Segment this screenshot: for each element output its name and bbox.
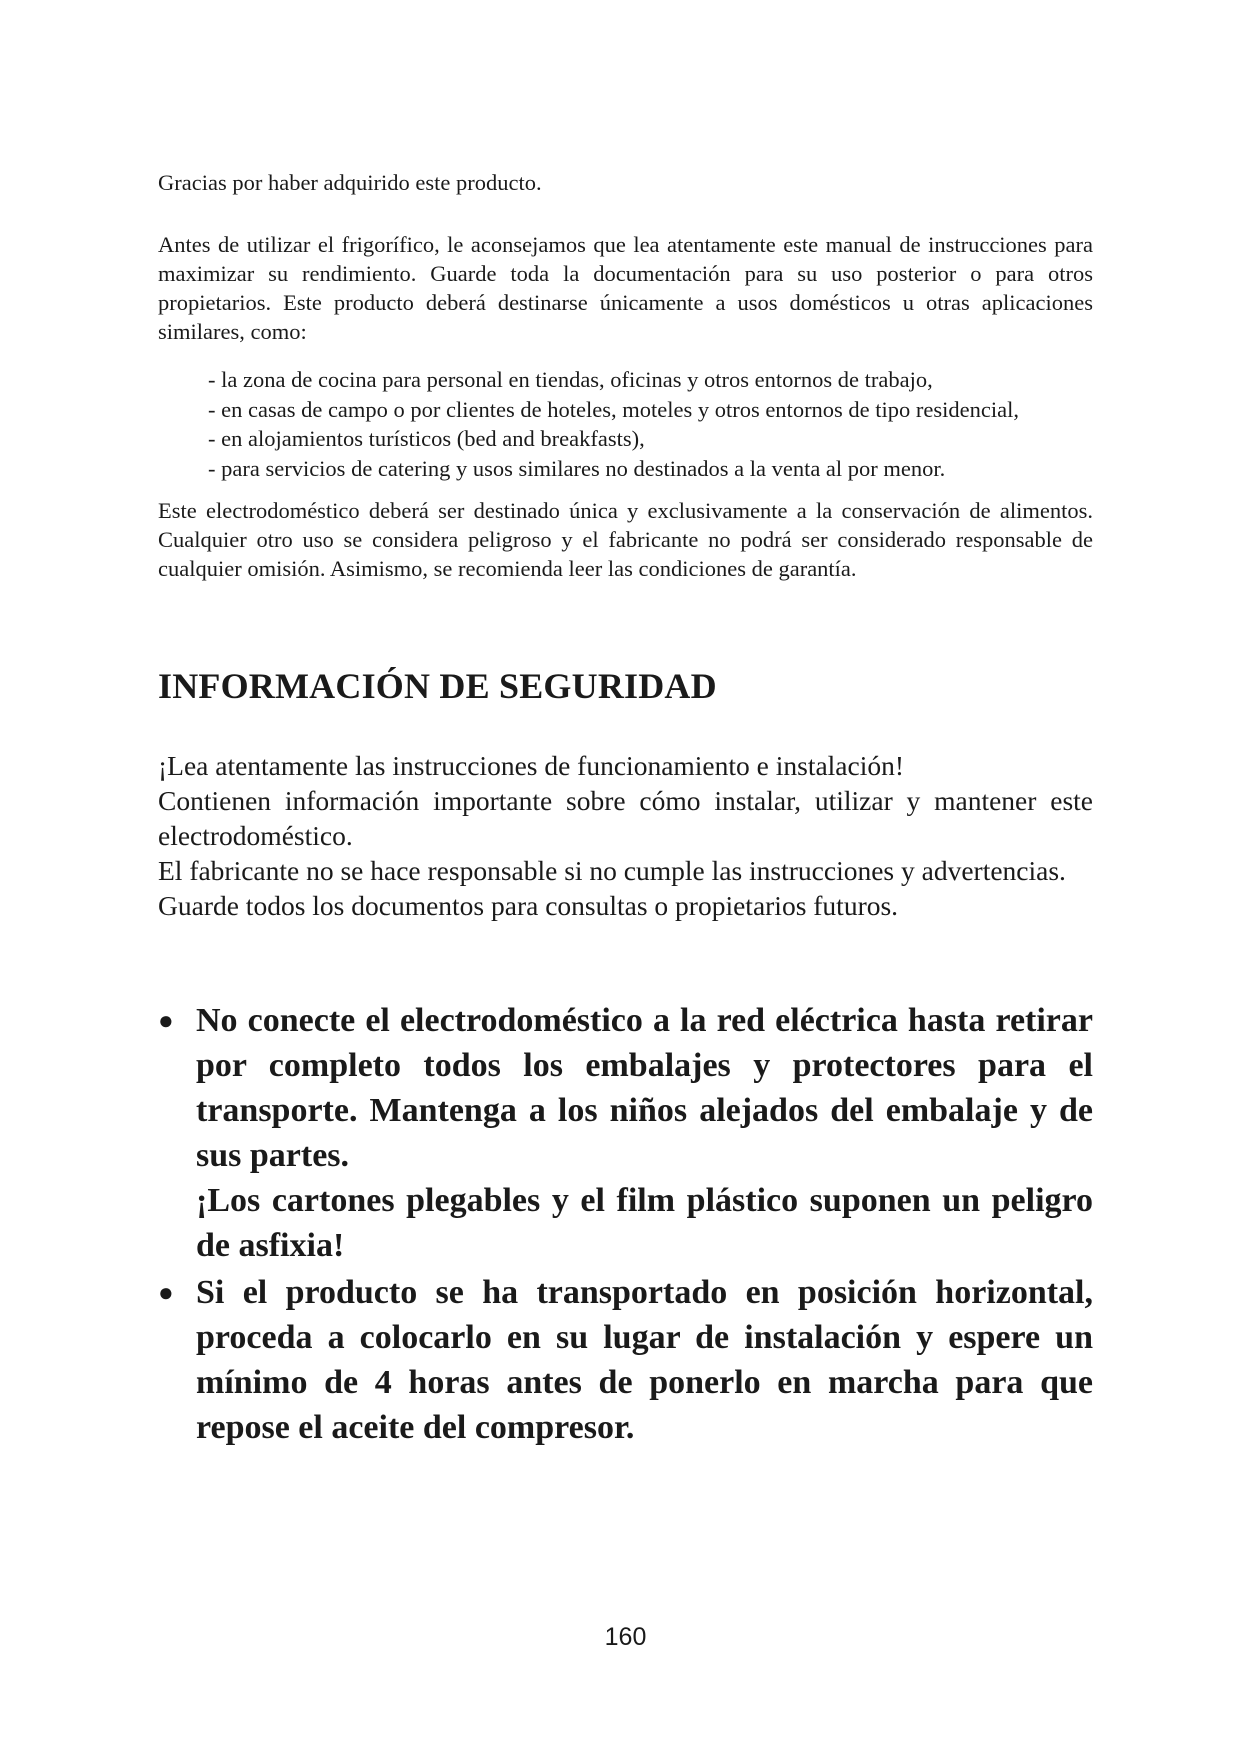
page-number: 160 [604,1623,647,1651]
bullet-icon: ● [158,1006,174,1035]
intro-thanks: Gracias por haber adquirido este producto. [158,170,542,195]
bullet-icon: ● [158,1278,174,1307]
list-item: - para servicios de catering y usos similares no destinados a la venta al por menor. [208,455,946,481]
warnings-list [158,998,1093,1452]
warning-text: No conecte el electrodoméstico a la red eléctrica hasta retirar por completo todos los embalajes y protectores para el transporte. Mantenga a los niños alejados del embalaje y de sus partes. [196,1002,1093,1174]
safety-intro [158,748,1093,923]
safety-intro-line: ¡Lea atentamente las instrucciones de funcionamiento e instalación! [158,750,905,781]
safety-intro-line: Contienen información importante sobre cómo instalar, utilizar y mantener este electrodoméstico. [158,785,1093,851]
list-item: - la zona de cocina para personal en tiendas, oficinas y otros entornos de trabajo, [208,367,933,392]
warning-item [158,998,1093,1268]
warning-text: Si el producto se ha transportado en posición horizontal, proceda a colocarlo en su lugar de instalación y espere un mínimo de 4 horas antes de ponerlo en marcha para que repose el aceite del compresor. [196,1274,1093,1446]
manual-page [158,0,1093,1754]
intro-paragraph: Antes de utilizar el frigorífico, le aconsejamos que lea atentamente este manual de instrucciones para maximizar su rendimiento. Guarde toda la documentación para su uso posterior o para otros propietarios. Este producto deberá destinarse únicamente a usos domésticos u otras aplicaciones similares, como: [158,232,1093,344]
uses-list [208,365,1108,483]
list-item: - en casas de campo o por clientes de hoteles, moteles y otros entornos de tipo residencial, [208,396,1019,422]
safety-intro-line: Guarde todos los documentos para consultas o propietarios futuros. [158,890,899,921]
purpose-paragraph: Este electrodoméstico deberá ser destinado única y exclusivamente a la conservación de alimentos. Cualquier otro uso se considera peligroso y el fabricante no podrá ser considerado responsable de cualquier omisión. Asimismo, se recomienda leer las condiciones de garantía. [158,498,1093,581]
list-item: - en alojamientos turísticos (bed and breakfasts), [208,426,645,451]
warning-extra: ¡Los cartones plegables y el film plástico suponen un peligro de asfixia! [196,1182,1093,1264]
warning-item [158,1270,1093,1450]
safety-intro-line: El fabricante no se hace responsable si no cumple las instrucciones y advertencias. [158,855,1066,886]
section-title: INFORMACIÓN DE SEGURIDAD [158,666,717,706]
